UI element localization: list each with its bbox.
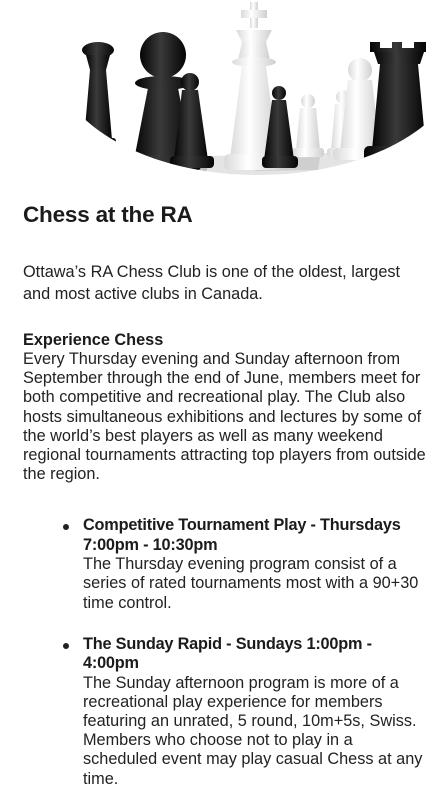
program-title: Competitive Tournament Play - Thursdays 7:00pm - 10:30pm — [83, 516, 401, 554]
bullet-icon — [63, 524, 69, 530]
bullet-icon — [63, 643, 69, 649]
program-title: The Sunday Rapid - Sundays 1:00pm - 4:00pm — [83, 634, 372, 673]
program-description: The Sunday afternoon program is more of a recreational play experience for members featuring an unrated, 5 round, 10m+5s, Swiss. Members who choose not to play in a scheduled event may play casual Chess at any time. — [83, 673, 423, 788]
program-list — [23, 516, 428, 788]
section-body: Every Thursday evening and Sunday afternoon from September through the end of June, members meet for both competitive and recreational play. The Club also hosts simultaneous exhibitions and lectures by some of the world’s best players as well as many weekend regional tournaments attracting top players from outside the region. — [23, 350, 426, 484]
section-heading: Experience Chess — [23, 331, 164, 349]
page-title: Chess at the RA — [23, 202, 193, 227]
hero-image — [0, 0, 444, 180]
list-item — [83, 635, 428, 789]
intro-paragraph: Ottawa’s RA Chess Club is one of the oldest, largest and most active clubs in Canada. — [23, 263, 401, 303]
main-content — [23, 202, 428, 811]
program-description: The Thursday evening program consist of a series of rated tournaments most with a 90+30 time control. — [83, 555, 419, 612]
chess-pieces-illustration — [0, 0, 444, 180]
list-item — [83, 516, 428, 612]
